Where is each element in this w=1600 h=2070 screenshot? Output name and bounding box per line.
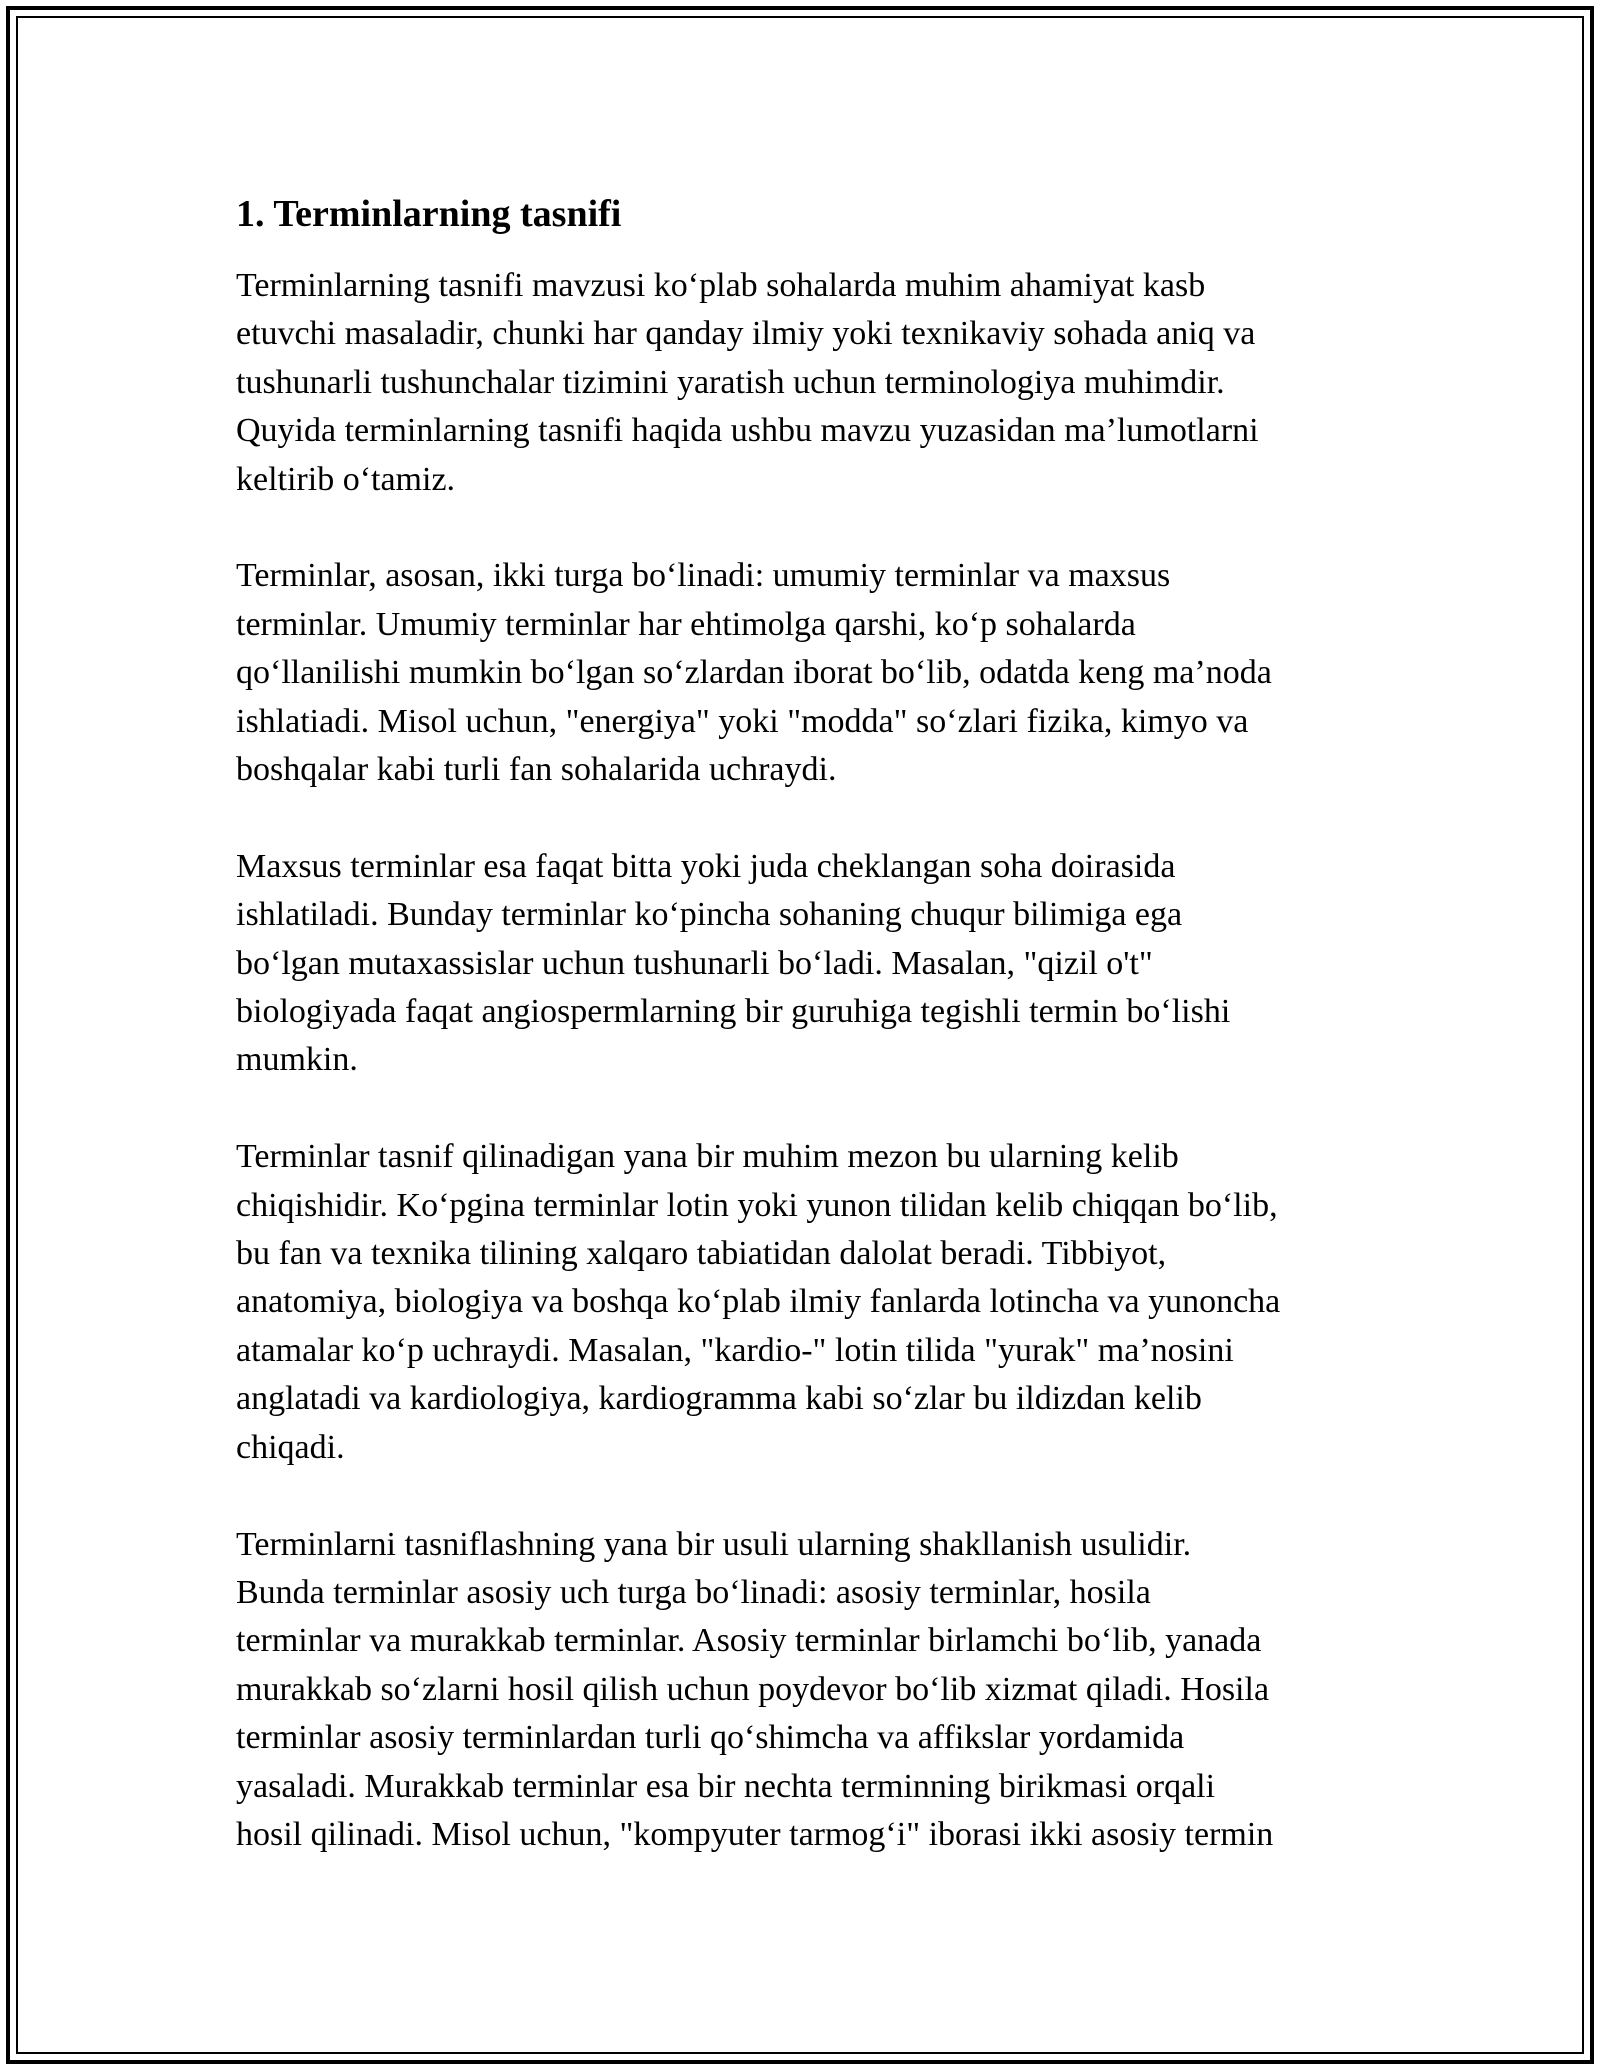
- text-line: Terminlar, asosan, ikki turga bo‘linadi: umumiy terminlar va maxsus: [236, 557, 1171, 595]
- text-line: bo‘lgan mutaxassislar uchun tushunarli bo‘ladi. Masalan, "qizil o't": [236, 944, 1153, 982]
- text-line: qo‘llanilishi mumkin bo‘lgan so‘zlardan iborat bo‘lib, odatda keng ma’noda: [236, 654, 1272, 692]
- text-line: keltirib o‘tamiz.: [236, 460, 456, 498]
- text-line: biologiyada faqat angiospermlarning bir guruhiga tegishli termin bo‘lishi: [236, 993, 1231, 1031]
- paragraph-origin: [236, 1133, 1364, 1472]
- text-line: boshqalar kabi turli fan sohalarida uchraydi.: [236, 751, 837, 789]
- text-line: Terminlarning tasnifi mavzusi ko‘plab sohalarda muhim ahamiyat kasb: [236, 267, 1206, 304]
- text-line: hosil qilinadi. Misol uchun, "kompyuter tarmog‘i" iborasi ikki asosiy termin: [236, 1815, 1274, 1853]
- text-line: anatomiya, biologiya va boshqa ko‘plab ilmiy fanlarda lotincha va yunoncha: [236, 1283, 1281, 1321]
- text-line: Maxsus terminlar esa faqat bitta yoki juda cheklangan soha doirasida: [236, 847, 1176, 885]
- text-line: etuvchi masaladir, chunki har qanday ilmiy yoki texnikaviy sohada aniq va: [236, 315, 1256, 353]
- text-line: Quyida terminlarning tasnifi haqida ushbu mavzu yuzasidan ma’lumotlarni: [236, 412, 1259, 450]
- document-body: [236, 186, 1364, 1908]
- text-line: Terminlar tasnif qilinadigan yana bir muhim mezon bu ularning kelib: [236, 1138, 1179, 1176]
- text-line: murakkab so‘zlarni hosil qilish uchun poydevor bo‘lib xizmat qiladi. Hosila: [236, 1670, 1270, 1708]
- paragraph-general-terms: [236, 552, 1364, 794]
- section-heading: 1. Terminlarning tasnifi: [236, 193, 622, 235]
- text-line: Terminlarni tasniflashning yana bir usuli ularning shakllanish usulidir.: [236, 1525, 1192, 1563]
- paragraph-special-terms: [236, 843, 1364, 1085]
- text-line: atamalar ko‘p uchraydi. Masalan, "kardio-" lotin tilida "yurak" ma’nosini: [236, 1331, 1234, 1369]
- text-line: tushunarli tushunchalar tizimini yaratish uchun terminologiya muhimdir.: [236, 363, 1225, 401]
- paragraph-intro: [236, 262, 1364, 504]
- text-line: mumkin.: [236, 1041, 358, 1079]
- text-line: terminlar asosiy terminlardan turli qo‘shimcha va affikslar yordamida: [236, 1719, 1185, 1757]
- text-line: bu fan va texnika tilining xalqaro tabiatidan dalolat beradi. Tibbiyot,: [236, 1235, 1167, 1273]
- text-line: chiqishidir. Ko‘pgina terminlar lotin yoki yunon tilidan kelib chiqqan bo‘lib,: [236, 1186, 1278, 1224]
- text-line: yasaladi. Murakkab terminlar esa bir nechta terminning birikmasi orqali: [236, 1767, 1216, 1805]
- paragraph-formation: [236, 1521, 1364, 1860]
- text-line: terminlar va murakkab terminlar. Asosiy terminlar birlamchi bo‘lib, yanada: [236, 1622, 1262, 1660]
- text-line: Bunda terminlar asosiy uch turga bo‘linadi: asosiy terminlar, hosila: [236, 1573, 1151, 1611]
- text-line: ishlatiadi. Misol uchun, "energiya" yoki "modda" so‘zlari fizika, kimyo va: [236, 702, 1249, 740]
- text-line: anglatadi va kardiologiya, kardiogramma kabi so‘zlar bu ildizdan kelib: [236, 1380, 1202, 1418]
- text-line: chiqadi.: [236, 1428, 345, 1466]
- text-line: terminlar. Umumiy terminlar har ehtimolga qarshi, ko‘p sohalarda: [236, 605, 1136, 643]
- text-line: ishlatiladi. Bunday terminlar ko‘pincha sohaning chuqur bilimiga ega: [236, 896, 1183, 934]
